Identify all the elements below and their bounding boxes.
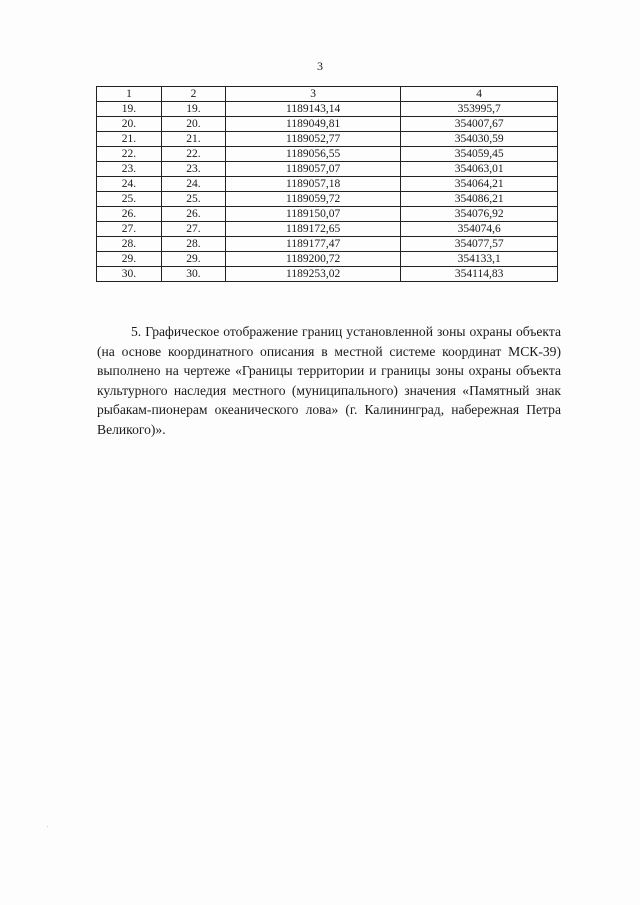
table-cell: 353995,7 — [401, 102, 558, 117]
table-cell: 354086,21 — [401, 192, 558, 207]
table-row — [97, 267, 558, 282]
table-cell: 26. — [161, 207, 225, 222]
table-cell: 30. — [97, 267, 162, 282]
table-row — [97, 237, 558, 252]
boundary-description-paragraph: 5. Графическое отображение границ установленной зоны охраны объекта (на основе координатного описания в местной системе координат МСК-39) выполнено на чертеже «Границы территории и границы зоны охраны объекта культурного наследия местного (муниципального) значения «Памятный знак рыбакам-пионерам океанического лова» (г. Калининград, набережная Петра Великого)». — [97, 324, 561, 437]
table-cell: 354030,59 — [401, 132, 558, 147]
table-cell: 23. — [97, 162, 162, 177]
table-cell: 20. — [161, 117, 225, 132]
scan-speck — [47, 826, 48, 827]
table-cell: 30. — [161, 267, 225, 282]
table-cell: 26. — [97, 207, 162, 222]
table-cell: 354077,57 — [401, 237, 558, 252]
table-cell: 19. — [97, 102, 162, 117]
table-cell: 27. — [97, 222, 162, 237]
table-row — [97, 192, 558, 207]
table-cell: 20. — [97, 117, 162, 132]
table-cell: 1189200,72 — [225, 252, 400, 267]
coordinates-table — [96, 86, 558, 282]
table-cell: 1189172,65 — [225, 222, 400, 237]
table-cell: 354076,92 — [401, 207, 558, 222]
table-cell: 24. — [161, 177, 225, 192]
column-header: 3 — [225, 87, 400, 102]
table-cell: 1189057,18 — [225, 177, 400, 192]
table-cell: 1189143,14 — [225, 102, 400, 117]
table-cell: 354007,67 — [401, 117, 558, 132]
table-cell: 354059,45 — [401, 147, 558, 162]
table-cell: 354064,21 — [401, 177, 558, 192]
column-header: 4 — [401, 87, 558, 102]
table-cell: 1189057,07 — [225, 162, 400, 177]
table-cell: 1189052,77 — [225, 132, 400, 147]
table-row — [97, 132, 558, 147]
table-cell: 19. — [161, 102, 225, 117]
table-cell: 28. — [97, 237, 162, 252]
table-cell: 354114,83 — [401, 267, 558, 282]
table-row — [97, 252, 558, 267]
table-cell: 1189253,02 — [225, 267, 400, 282]
column-header: 2 — [161, 87, 225, 102]
page-number: 3 — [317, 59, 323, 73]
table-row — [97, 222, 558, 237]
table-cell: 29. — [97, 252, 162, 267]
table-cell: 22. — [161, 147, 225, 162]
table-row — [97, 162, 558, 177]
table-cell: 354074,6 — [401, 222, 558, 237]
table-row — [97, 117, 558, 132]
table-cell: 27. — [161, 222, 225, 237]
table-cell: 354133,1 — [401, 252, 558, 267]
table-header-row — [97, 87, 558, 102]
table-cell: 21. — [97, 132, 162, 147]
table-cell: 1189056,55 — [225, 147, 400, 162]
table-row — [97, 102, 558, 117]
table-cell: 24. — [97, 177, 162, 192]
table-cell: 21. — [161, 132, 225, 147]
table-cell: 1189177,47 — [225, 237, 400, 252]
table-cell: 22. — [97, 147, 162, 162]
table-cell: 1189049,81 — [225, 117, 400, 132]
column-header: 1 — [97, 87, 162, 102]
table-row — [97, 177, 558, 192]
table-cell: 23. — [161, 162, 225, 177]
table-row — [97, 207, 558, 222]
table-cell: 354063,01 — [401, 162, 558, 177]
table-cell: 1189150,07 — [225, 207, 400, 222]
table-cell: 1189059,72 — [225, 192, 400, 207]
table-cell: 29. — [161, 252, 225, 267]
table-cell: 28. — [161, 237, 225, 252]
table-cell: 25. — [161, 192, 225, 207]
table-cell: 25. — [97, 192, 162, 207]
table-row — [97, 147, 558, 162]
